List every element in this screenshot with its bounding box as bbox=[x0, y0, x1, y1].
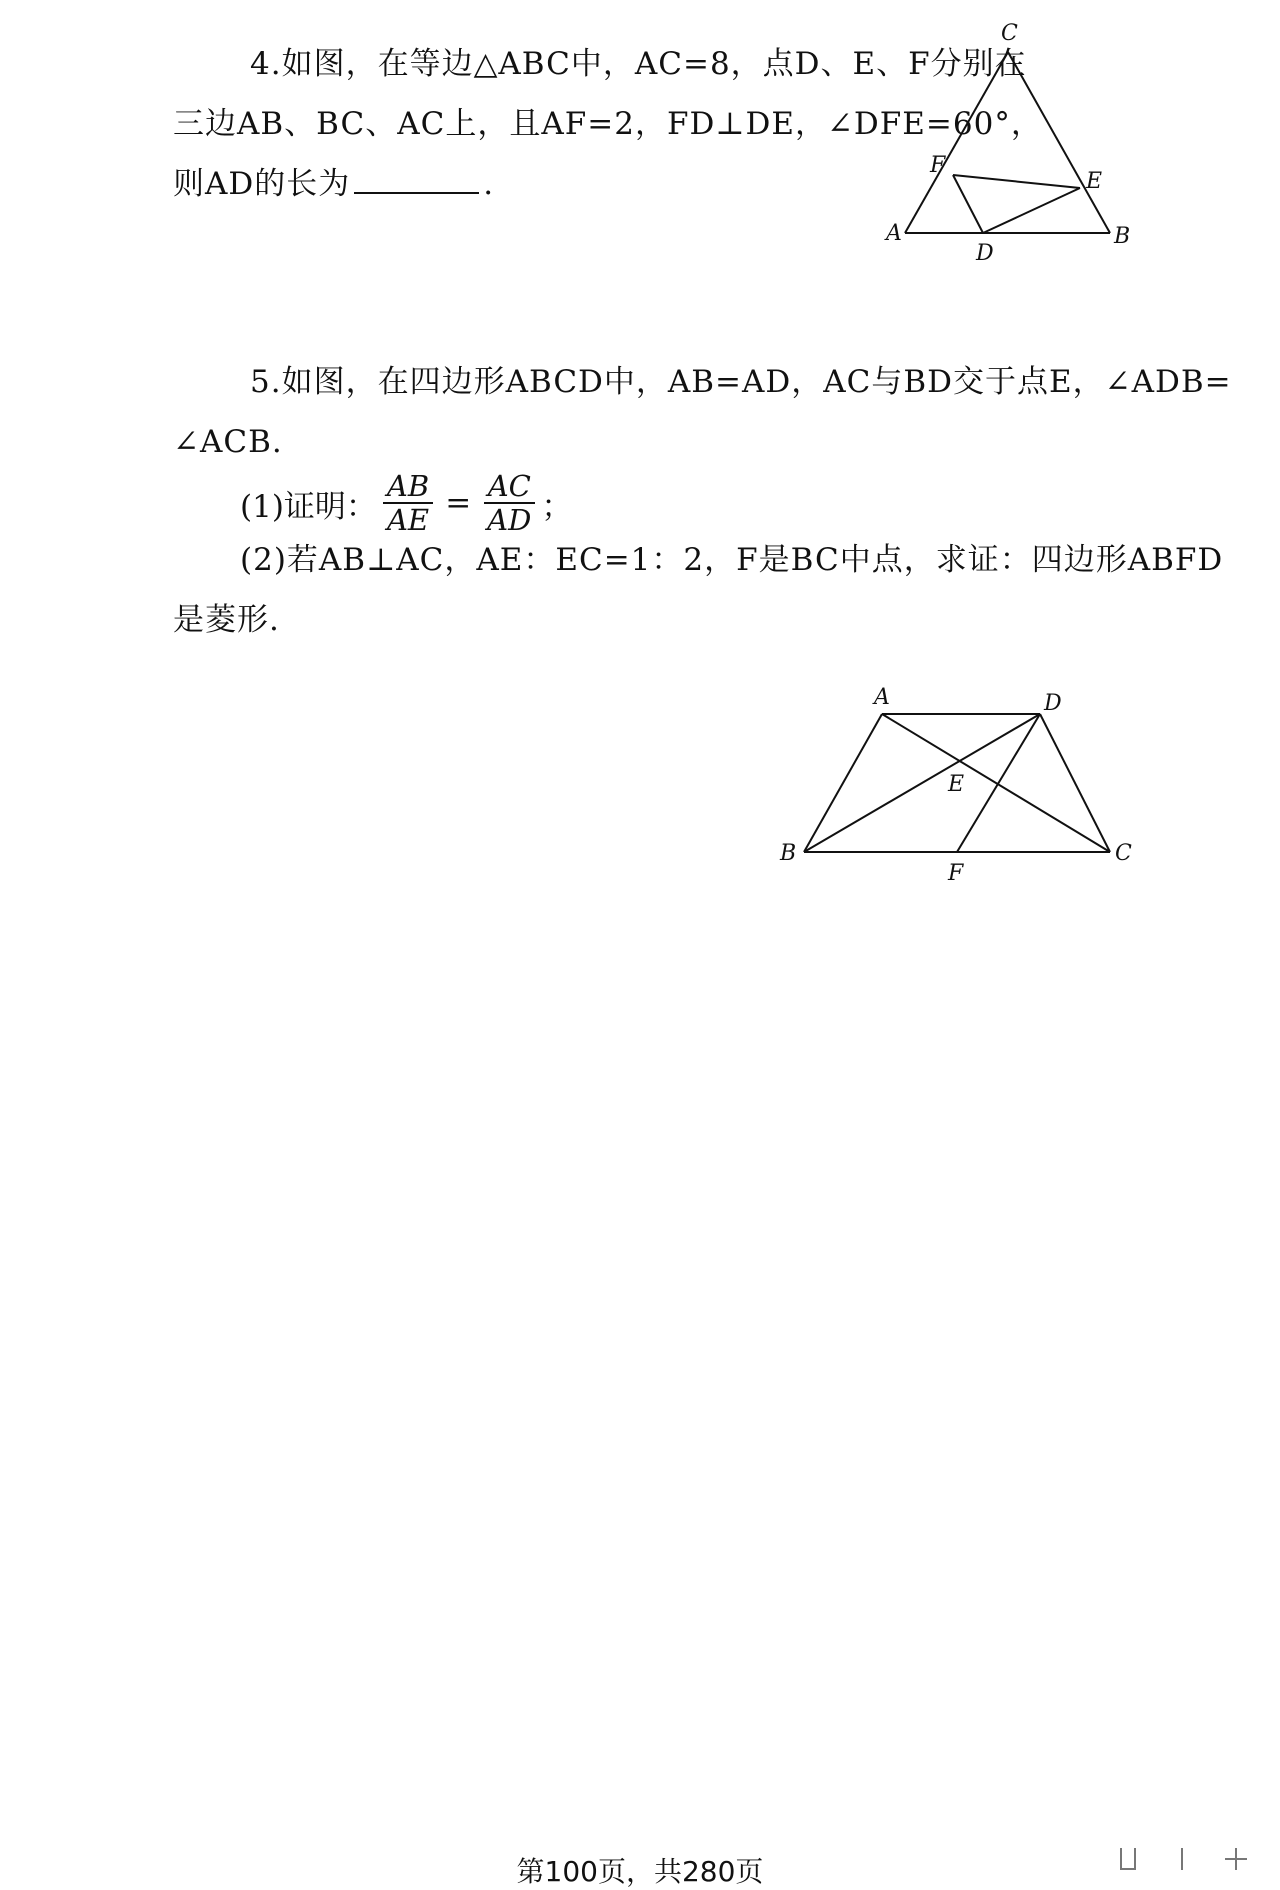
fraction-denominator: AD bbox=[487, 503, 532, 537]
label-a: A bbox=[874, 685, 890, 710]
fraction-numerator: AC bbox=[484, 470, 535, 504]
label-f: F bbox=[948, 861, 964, 886]
part1-suffix: ； bbox=[541, 488, 573, 525]
problem4-line3-prefix: 则AD的长为 bbox=[173, 166, 351, 202]
segment-fd bbox=[953, 175, 983, 233]
label-e: E bbox=[948, 772, 965, 797]
fraction-numerator: AB bbox=[383, 470, 433, 504]
viewer-toolbar bbox=[1114, 1845, 1250, 1873]
problem4-line3 bbox=[173, 164, 494, 204]
label-c: C bbox=[1001, 21, 1018, 46]
problem5-line2: ∠ACB. bbox=[173, 424, 283, 460]
problem4-line2: 三边AB、BC、AC上，且AF=2，FD⊥DE，∠DFE=60°， bbox=[173, 106, 1043, 142]
fraction-ab-ae bbox=[383, 470, 433, 536]
segment-fe bbox=[953, 175, 1080, 188]
bookmark-icon[interactable] bbox=[1114, 1845, 1142, 1873]
side-cb bbox=[1008, 52, 1110, 233]
label-c: C bbox=[1115, 841, 1132, 866]
problem4-line1: 4.如图，在等边△ABC中，AC=8，点D、E、F分别在 bbox=[250, 46, 1027, 82]
layout-icon[interactable] bbox=[1222, 1845, 1250, 1873]
side-ac bbox=[905, 52, 1008, 233]
problem5-part1 bbox=[240, 470, 572, 536]
label-b: B bbox=[1114, 224, 1131, 249]
answer-blank[interactable] bbox=[354, 166, 479, 194]
problem5-line1: 5.如图，在四边形ABCD中，AB=AD，AC与BD交于点E，∠ADB= bbox=[250, 364, 1232, 400]
diagonal-bd bbox=[804, 714, 1040, 852]
problem5-figure bbox=[770, 680, 1150, 900]
segment-de bbox=[983, 188, 1080, 233]
problem5-part2-line1: (2)若AB⊥AC，AE：EC=1：2，F是BC中点，求证：四边形ABFD bbox=[240, 542, 1224, 578]
page-indicator: 第100页，共280页 bbox=[516, 1855, 764, 1888]
label-a: A bbox=[886, 221, 902, 246]
label-d: D bbox=[1044, 691, 1062, 716]
label-f: F bbox=[930, 153, 946, 178]
fraction-ac-ad bbox=[483, 470, 535, 536]
label-e: E bbox=[1086, 169, 1103, 194]
problem5-part2-line2: 是菱形. bbox=[173, 602, 280, 638]
part1-prefix: (1)证明： bbox=[240, 488, 377, 525]
problem4-figure bbox=[880, 20, 1140, 270]
problem4-line3-suffix: . bbox=[483, 166, 495, 202]
segment-df bbox=[957, 714, 1040, 852]
equals-sign: = bbox=[445, 485, 472, 521]
fraction-denominator: AE bbox=[386, 503, 430, 537]
split-view-icon[interactable] bbox=[1168, 1845, 1196, 1873]
side-ab bbox=[804, 714, 882, 852]
label-b: B bbox=[780, 841, 797, 866]
label-d: D bbox=[976, 241, 994, 266]
